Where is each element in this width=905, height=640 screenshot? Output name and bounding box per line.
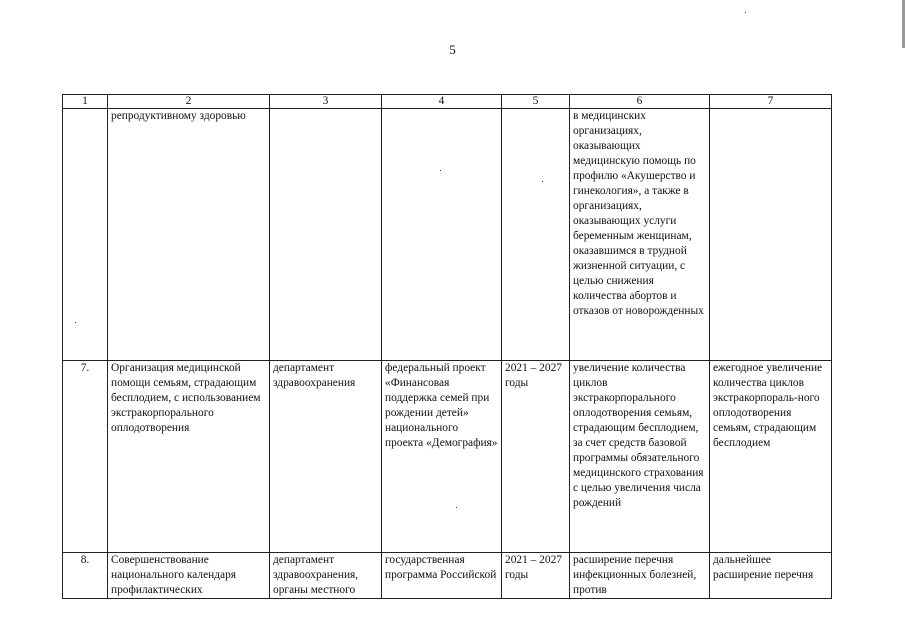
header-col-5: 5 xyxy=(502,95,570,109)
table-row-8 xyxy=(63,553,832,599)
header-col-4: 4 xyxy=(382,95,502,109)
indicator-cell: увеличение количества циклов экстракорпорального оплодотворения семьям, страдающим бесплодием, за счет средств базовой программы обязательного медицинского страхования с целью увеличения числа рождений xyxy=(570,361,710,553)
result-cell xyxy=(710,109,832,361)
scan-speck xyxy=(456,507,457,508)
source-cell xyxy=(382,109,502,361)
row-number: 8. xyxy=(63,553,108,599)
header-col-2: 2 xyxy=(108,95,270,109)
result-cell: дальнейшее расширение перечня xyxy=(710,553,832,599)
table-header-row xyxy=(63,95,832,109)
scan-speck xyxy=(440,170,441,171)
measure-cell: Совершенствование национального календаря профилактических xyxy=(108,553,270,599)
executor-cell: департамент здравоохранения xyxy=(270,361,382,553)
indicator-cell: в медицинских организациях, оказывающих медицинскую помощь по профилю «Акушерство и гинекология», а также в организациях, оказывающих услуги беременным женщинам, оказавшимся в трудной жизненной ситуации, с целью снижения количества абортов и отказов от новорожденных xyxy=(570,109,710,361)
executor-cell xyxy=(270,109,382,361)
header-col-1: 1 xyxy=(63,95,108,109)
header-col-6: 6 xyxy=(570,95,710,109)
page-number: 5 xyxy=(449,42,456,57)
executor-cell: департамент здравоохранения, органы местного xyxy=(270,553,382,599)
measure-cell: репродуктивному здоровью xyxy=(108,109,270,361)
period-cell: 2021 – 2027 годы xyxy=(502,553,570,599)
period-cell xyxy=(502,109,570,361)
period-cell: 2021 – 2027 годы xyxy=(502,361,570,553)
row-number xyxy=(63,109,108,361)
table-row-7 xyxy=(63,361,832,553)
header-col-7: 7 xyxy=(710,95,832,109)
table-row-continued xyxy=(63,109,832,361)
header-col-3: 3 xyxy=(270,95,382,109)
indicator-cell: расширение перечня инфекционных болезней, против xyxy=(570,553,710,599)
scan-speck xyxy=(542,181,543,182)
scan-speck xyxy=(75,322,76,323)
measures-table xyxy=(62,94,832,599)
source-cell: государственная программа Российской xyxy=(382,553,502,599)
row-number: 7. xyxy=(63,361,108,553)
scan-speck xyxy=(745,12,746,13)
measure-cell: Организация медицинской помощи семьям, страдающим бесплодием, с использованием экстракорпорального оплодотворения xyxy=(108,361,270,553)
source-cell: федеральный проект «Финансовая поддержка семей при рождении детей» национального проекта «Демография» xyxy=(382,361,502,553)
result-cell: ежегодное увеличение количества циклов экстракорпораль-ного оплодотворения семьям, страдающим бесплодием xyxy=(710,361,832,553)
